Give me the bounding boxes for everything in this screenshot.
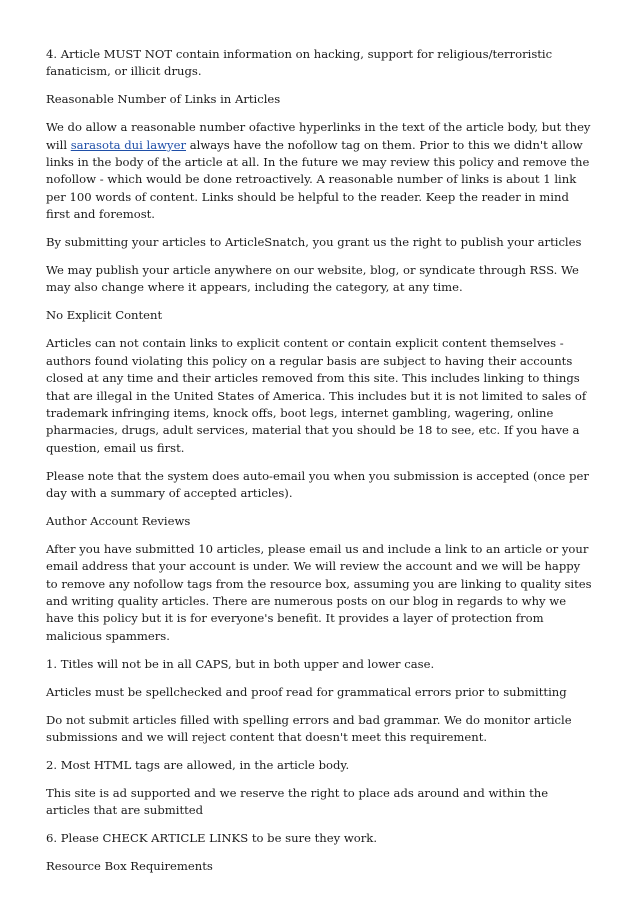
heading-author-account-reviews: Author Account Reviews bbox=[46, 513, 191, 528]
links-policy-text-end: always have the nofollow tag on them. Prior to this we didn't allow links in the body of the article at all. In the future we may review this policy and remove the nofollow - which would be done retroactively. A reasonable number of links is about 1 link per 100 words of content. Links should be helpful to the reader. Keep the reader in mind first and foremost. bbox=[46, 137, 590, 222]
ad-supported-paragraph: This site is ad supported and we reserve the right to place ads around and within the articles that are submitted bbox=[46, 785, 549, 818]
links-policy-text-start: We do allow a reasonable number ofactive hyperlinks in the text of the article body, but they will bbox=[46, 120, 591, 152]
links-policy-paragraph bbox=[46, 119, 594, 223]
heading-resource-box-requirements: Resource Box Requirements bbox=[46, 859, 213, 874]
sarasota-dui-lawyer-link[interactable]: sarasota dui lawyer bbox=[70, 137, 187, 152]
explicit-content-paragraph: Articles can not contain links to explicit content or contain explicit content themselves - authors found violating this policy on a regular basis are subject to having their accounts closed at any time and their articles removed from this site. This includes linking to things that are illegal in the United States of America. This includes but it is not limited to sales of trademark infringing items, knock offs, boot legs, internet gambling, wagering, online pharmacies, drugs, adult services, material that you should be 18 to see, etc. If you have a question, email us first. bbox=[46, 336, 587, 455]
publish-anywhere-paragraph: We may publish your article anywhere on our website, blog, or syndicate through RSS. We may also change where it appears, including the category, at any time. bbox=[46, 263, 579, 295]
account-reviews-paragraph: After you have submitted 10 articles, please email us and include a link to an article or your email address that your account is under. We will review the account and we will be happy to remove any nofollow tags from the resource box, assuming you are linking to quality sites and writing quality articles. There are numerous posts on our blog in regards to why we have this policy but it is for everyone's benefit. It provides a layer of protection from malicious spammers. bbox=[46, 541, 592, 643]
heading-links-in-articles: Reasonable Number of Links in Articles bbox=[46, 92, 281, 107]
rule-html-tags: 2. Most HTML tags are allowed, in the article body. bbox=[46, 757, 350, 772]
publish-rights-paragraph: By submitting your articles to ArticleSnatch, you grant us the right to publish your articles bbox=[46, 235, 582, 250]
rule-titles-caps: 1. Titles will not be in all CAPS, but in both upper and lower case. bbox=[46, 656, 435, 671]
heading-no-explicit-content: No Explicit Content bbox=[46, 308, 163, 323]
rule-check-links: 6. Please CHECK ARTICLE LINKS to be sure they work. bbox=[46, 831, 378, 846]
spellcheck-paragraph: Articles must be spellchecked and proof read for grammatical errors prior to submitting bbox=[46, 684, 567, 699]
spelling-errors-paragraph: Do not submit articles filled with spelling errors and bad grammar. We do monitor article submissions and we will reject content that doesn't meet this requirement. bbox=[46, 712, 572, 744]
auto-email-paragraph: Please note that the system does auto-email you when you submission is accepted (once per day with a summary of accepted articles). bbox=[46, 468, 589, 501]
rule-no-hacking: 4. Article MUST NOT contain information on hacking, support for religious/terroristic fanaticism, or illicit drugs. bbox=[46, 47, 553, 79]
document-page bbox=[46, 46, 594, 886]
